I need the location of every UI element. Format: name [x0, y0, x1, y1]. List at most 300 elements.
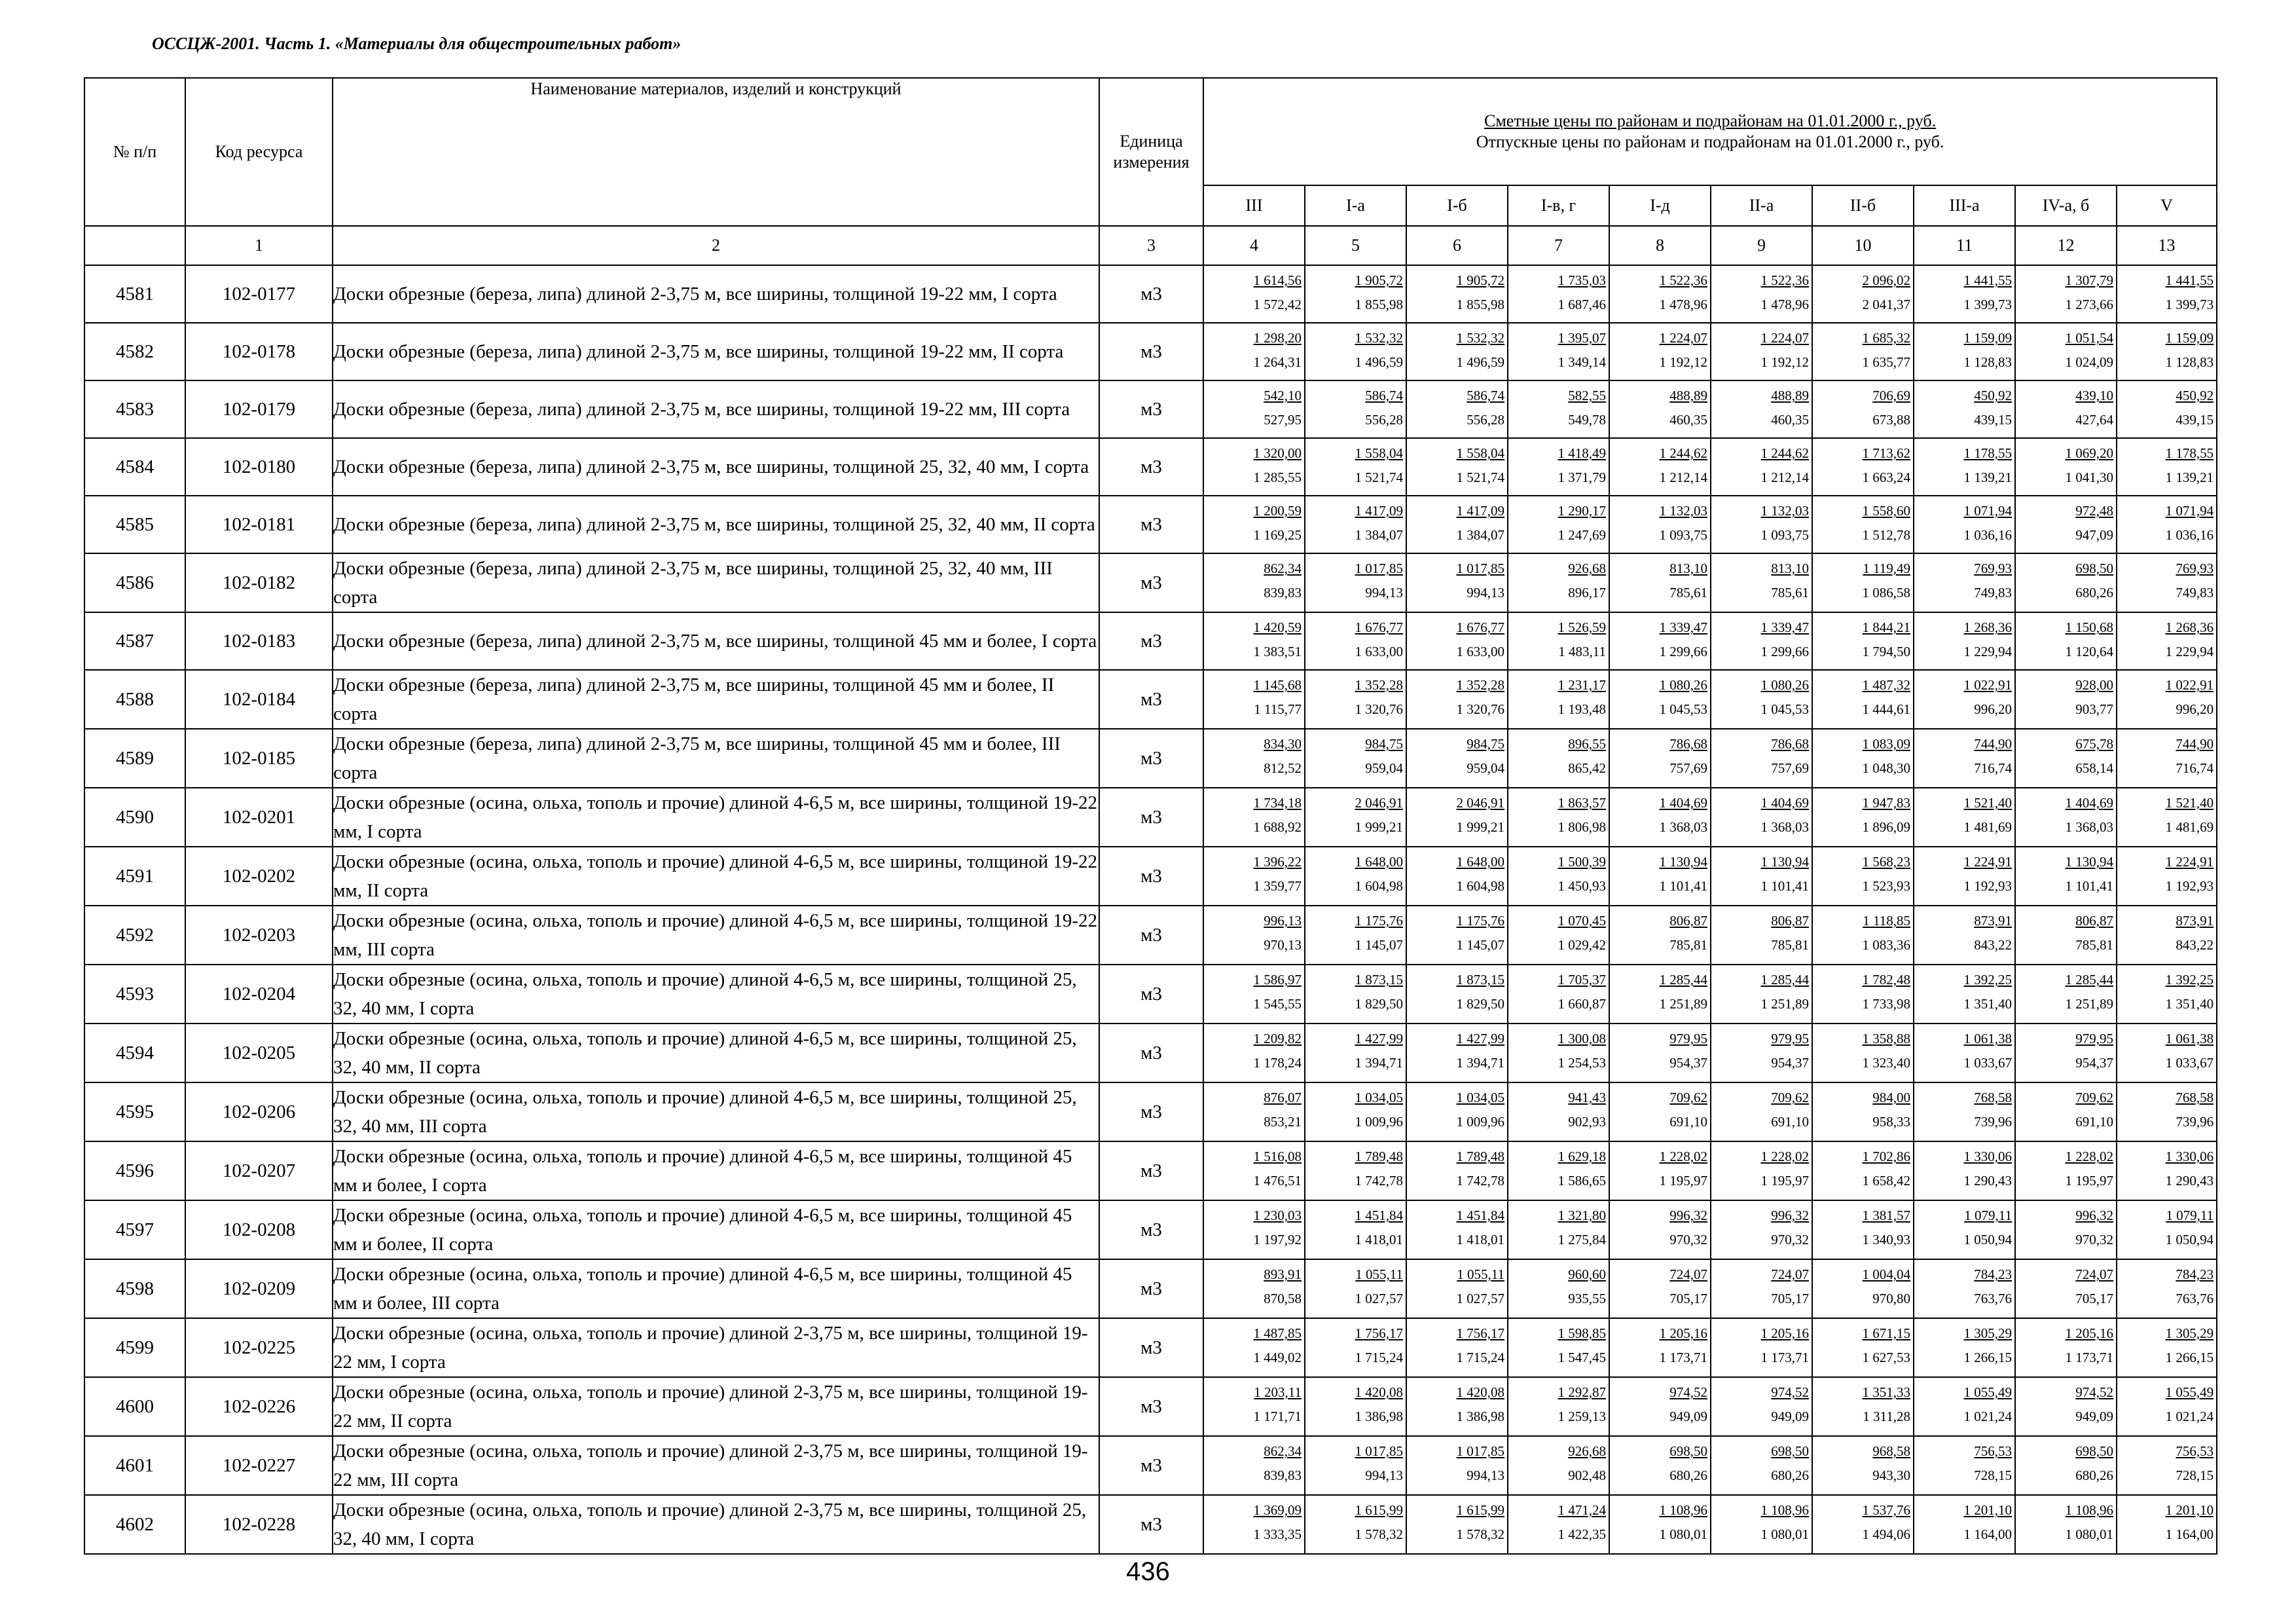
row-number: 4594 [84, 1024, 185, 1082]
price-cell [1305, 847, 1406, 906]
estimated-price: 1 290,17 [1558, 503, 1606, 519]
release-price: 1 101,41 [1659, 878, 1707, 894]
release-price: 1 449,02 [1253, 1350, 1302, 1365]
estimated-price: 1 756,17 [1355, 1325, 1403, 1341]
price-cell [1914, 612, 2015, 670]
price-cell [1203, 553, 1305, 612]
estimated-price: 1 230,03 [1253, 1208, 1302, 1223]
release-price: 870,58 [1264, 1291, 1302, 1306]
estimated-price: 968,58 [1872, 1443, 1910, 1459]
price-cell [1812, 438, 1914, 496]
unit: м3 [1099, 670, 1203, 729]
estimated-price: 756,53 [2176, 1443, 2214, 1459]
estimated-price: 1 615,99 [1456, 1502, 1504, 1518]
estimated-price: 1 320,00 [1253, 445, 1302, 461]
row-number: 4595 [84, 1082, 185, 1141]
release-price: 865,42 [1568, 760, 1606, 776]
price-cell [1812, 1436, 1914, 1495]
price-cell [1812, 612, 1914, 670]
estimated-price: 1 285,44 [1760, 972, 1809, 987]
price-cell [1508, 1377, 1609, 1436]
estimated-price: 1 200,59 [1253, 503, 1302, 519]
release-price: 785,81 [1771, 937, 1809, 953]
price-cell [1914, 380, 2015, 438]
price-cell [1203, 965, 1305, 1024]
price-cell [1305, 1082, 1406, 1141]
release-price: 947,09 [2075, 527, 2113, 543]
estimated-price: 675,78 [2075, 736, 2113, 752]
release-price: 1 285,55 [1253, 470, 1302, 485]
estimated-price: 1 055,11 [1457, 1266, 1504, 1282]
table-row [84, 553, 2217, 612]
release-price: 1 627,53 [1862, 1350, 1910, 1365]
release-price: 902,48 [1568, 1467, 1606, 1483]
release-price: 1 715,24 [1456, 1350, 1504, 1365]
estimated-price: 1 396,22 [1253, 854, 1302, 870]
estimated-price: 709,62 [1669, 1090, 1707, 1105]
estimated-price: 1 844,21 [1862, 619, 1910, 635]
price-cell [1812, 380, 1914, 438]
resource-code: 102-0206 [185, 1082, 333, 1141]
price-cell [2117, 1082, 2217, 1141]
price-cell [2117, 1436, 2217, 1495]
resource-code: 102-0185 [185, 729, 333, 788]
price-cell [1508, 553, 1609, 612]
price-cell [1508, 1259, 1609, 1318]
price-cell [2015, 1495, 2117, 1554]
price-cell [1203, 729, 1305, 788]
release-price: 954,37 [1771, 1055, 1809, 1071]
estimated-price: 1 614,56 [1253, 272, 1302, 288]
estimated-price: 1 159,09 [2165, 330, 2214, 346]
price-cell [2117, 1024, 2217, 1082]
release-price: 739,96 [2176, 1114, 2214, 1130]
release-price: 994,13 [1467, 1467, 1504, 1483]
estimated-price: 1 351,33 [1862, 1384, 1910, 1400]
release-price: 853,21 [1264, 1114, 1302, 1130]
release-price: 1 192,12 [1659, 354, 1707, 370]
price-cell [1914, 847, 2015, 906]
table-row [84, 612, 2217, 670]
table-row [84, 670, 2217, 729]
material-name: Доски обрезные (осина, ольха, тополь и прочие) длиной 4-6,5 м, все ширины, толщиной 19-22 мм, III сорта [333, 906, 1099, 965]
release-price: 757,69 [1771, 760, 1809, 776]
price-cell [1508, 1436, 1609, 1495]
release-price: 705,17 [1771, 1291, 1809, 1306]
release-price: 763,76 [1974, 1291, 2012, 1306]
release-price: 1 399,73 [2165, 297, 2214, 312]
price-cell [1711, 553, 1812, 612]
estimated-price: 1 420,08 [1456, 1384, 1504, 1400]
material-name: Доски обрезные (осина, ольха, тополь и прочие) длиной 4-6,5 м, все ширины, толщиной 19-22 мм, II сорта [333, 847, 1099, 906]
release-price: 1 523,93 [1862, 878, 1910, 894]
price-cell [1914, 670, 2015, 729]
estimated-price: 768,58 [2176, 1090, 2214, 1105]
release-price: 1 080,01 [1760, 1526, 1809, 1542]
estimated-price: 698,50 [2075, 1443, 2113, 1459]
estimated-price: 488,89 [1669, 388, 1707, 403]
price-cell [1406, 965, 1508, 1024]
estimated-price: 488,89 [1771, 388, 1809, 403]
release-price: 1 496,59 [1456, 354, 1504, 370]
table-row [84, 729, 2217, 788]
estimated-price: 1 205,16 [2065, 1325, 2113, 1341]
row-number: 4599 [84, 1318, 185, 1377]
header-num: № п/п [84, 78, 185, 226]
row-number: 4598 [84, 1259, 185, 1318]
column-number: 12 [2015, 226, 2117, 265]
estimated-price: 1 061,38 [1963, 1031, 2012, 1046]
price-cell [1914, 1200, 2015, 1259]
release-price: 1 633,00 [1355, 644, 1403, 659]
release-price: 954,37 [1669, 1055, 1707, 1071]
release-price: 1 178,24 [1253, 1055, 1302, 1071]
price-cell [2015, 553, 2117, 612]
release-price: 1 578,32 [1456, 1526, 1504, 1542]
header-region: I-д [1609, 185, 1711, 226]
estimated-price: 1 404,69 [1760, 795, 1809, 811]
price-cell [2117, 788, 2217, 847]
release-price: 1 050,94 [2165, 1232, 2214, 1247]
column-number: 2 [333, 226, 1099, 265]
estimated-price: 744,90 [1974, 736, 2012, 752]
price-cell [2117, 265, 2217, 323]
material-name: Доски обрезные (береза, липа) длиной 2-3,75 м, все ширины, толщиной 19-22 мм, III сорта [333, 380, 1099, 438]
release-price: 1 045,53 [1760, 701, 1809, 717]
estimated-price: 1 615,99 [1355, 1502, 1403, 1518]
row-number: 4592 [84, 906, 185, 965]
estimated-price: 862,34 [1264, 561, 1302, 576]
price-cell [1508, 788, 1609, 847]
estimated-price: 1 352,28 [1456, 677, 1504, 693]
price-cell [1203, 670, 1305, 729]
release-price: 785,61 [1669, 585, 1707, 600]
release-price: 1 521,74 [1456, 470, 1504, 485]
estimated-price: 586,74 [1365, 388, 1403, 403]
estimated-price: 2 046,91 [1456, 795, 1504, 811]
price-cell [1406, 265, 1508, 323]
price-cell [1711, 1082, 1812, 1141]
estimated-price: 450,92 [1974, 388, 2012, 403]
material-name: Доски обрезные (береза, липа) длиной 2-3,75 м, все ширины, толщиной 19-22 мм, II сорта [333, 323, 1099, 380]
estimated-price: 786,68 [1669, 736, 1707, 752]
release-price: 1 688,92 [1253, 819, 1302, 835]
release-price: 949,09 [1771, 1409, 1809, 1424]
row-number: 4590 [84, 788, 185, 847]
price-cell [2015, 438, 2117, 496]
estimated-price: 1 734,18 [1253, 795, 1302, 811]
price-cell [1914, 1259, 2015, 1318]
table-row [84, 496, 2217, 553]
price-cell [2015, 612, 2117, 670]
release-price: 680,26 [1771, 1467, 1809, 1483]
estimated-price: 1 300,08 [1558, 1031, 1606, 1046]
price-cell [1812, 1495, 1914, 1554]
price-cell [1203, 380, 1305, 438]
document-header: ОССЦЖ-2001. Часть 1. «Материалы для общестроительных работ» [152, 34, 682, 53]
price-table [84, 77, 2217, 1555]
estimated-price: 744,90 [2176, 736, 2214, 752]
price-cell [2117, 323, 2217, 380]
price-cell [1203, 323, 1305, 380]
release-price: 1 663,24 [1862, 470, 1910, 485]
price-cell [2117, 1377, 2217, 1436]
price-cell [1711, 847, 1812, 906]
price-cell [1812, 670, 1914, 729]
release-price: 1 572,42 [1253, 297, 1302, 312]
price-cell [1508, 323, 1609, 380]
material-name: Доски обрезные (береза, липа) длиной 2-3,75 м, все ширины, толщиной 25, 32, 40 мм, III сорта [333, 553, 1099, 612]
estimated-price: 1 061,38 [2165, 1031, 2214, 1046]
header-region: III [1203, 185, 1305, 226]
release-price: 1 349,14 [1558, 354, 1606, 370]
price-cell [1305, 323, 1406, 380]
price-cell [1508, 1318, 1609, 1377]
estimated-price: 979,95 [1669, 1031, 1707, 1046]
release-price: 1 806,98 [1558, 819, 1606, 835]
price-cell [1711, 438, 1812, 496]
estimated-price: 1 629,18 [1558, 1149, 1606, 1164]
release-price: 1 794,50 [1862, 644, 1910, 659]
release-price: 1 422,35 [1558, 1526, 1606, 1542]
price-cell [2117, 1200, 2217, 1259]
release-price: 1 368,03 [2065, 819, 2113, 835]
release-price: 1 999,21 [1355, 819, 1403, 835]
header-prices-estimated: Сметные цены по районам и подрайонам на 01.01.2000 г., руб. [1484, 111, 1937, 130]
estimated-price: 709,62 [1771, 1090, 1809, 1105]
estimated-price: 1 069,20 [2065, 445, 2113, 461]
price-cell [1711, 1141, 1812, 1200]
estimated-price: 1 526,59 [1558, 619, 1606, 635]
price-cell [1812, 788, 1914, 847]
price-cell [2117, 438, 2217, 496]
release-price: 1 259,13 [1558, 1409, 1606, 1424]
estimated-price: 709,62 [2075, 1090, 2113, 1105]
material-name: Доски обрезные (береза, липа) длиной 2-3,75 м, все ширины, толщиной 45 мм и более, II сорта [333, 670, 1099, 729]
column-number: 8 [1609, 226, 1711, 265]
release-price: 1 635,77 [1862, 354, 1910, 370]
release-price: 1 145,07 [1355, 937, 1403, 953]
resource-code: 102-0226 [185, 1377, 333, 1436]
price-cell [1609, 1024, 1711, 1082]
release-price: 1 254,53 [1558, 1055, 1606, 1071]
price-cell [1914, 729, 2015, 788]
release-price: 1 660,87 [1558, 996, 1606, 1012]
estimated-price: 1 516,08 [1253, 1149, 1302, 1164]
unit: м3 [1099, 1024, 1203, 1082]
release-price: 1 999,21 [1456, 819, 1504, 835]
estimated-price: 1 586,97 [1253, 972, 1302, 987]
estimated-price: 1 735,03 [1558, 272, 1606, 288]
release-price: 1 658,42 [1862, 1173, 1910, 1189]
release-price: 1 394,71 [1355, 1055, 1403, 1071]
price-cell [1203, 1024, 1305, 1082]
unit: м3 [1099, 553, 1203, 612]
price-cell [1406, 1200, 1508, 1259]
price-cell [2117, 553, 2217, 612]
column-number: 4 [1203, 226, 1305, 265]
estimated-price: 1 392,25 [1963, 972, 2012, 987]
material-name: Доски обрезные (осина, ольха, тополь и прочие) длиной 2-3,75 м, все ширины, толщиной 19-22 мм, II сорта [333, 1377, 1099, 1436]
estimated-price: 1 417,09 [1456, 503, 1504, 519]
estimated-price: 1 330,06 [2165, 1149, 2214, 1164]
release-price: 1 083,36 [1862, 937, 1910, 953]
price-cell [1305, 670, 1406, 729]
release-price: 728,15 [1974, 1467, 2012, 1483]
material-name: Доски обрезные (осина, ольха, тополь и прочие) длиной 2-3,75 м, все ширины, толщиной 19-22 мм, III сорта [333, 1436, 1099, 1495]
row-number: 4585 [84, 496, 185, 553]
estimated-price: 769,93 [1974, 561, 2012, 576]
price-cell [1203, 1141, 1305, 1200]
material-name: Доски обрезные (осина, ольха, тополь и прочие) длиной 4-6,5 м, все ширины, толщиной 25, 32, 40 мм, II сорта [333, 1024, 1099, 1082]
price-cell [1914, 788, 2015, 847]
price-cell [1609, 323, 1711, 380]
release-price: 1 371,79 [1558, 470, 1606, 485]
price-cell [1203, 1318, 1305, 1377]
release-price: 1 386,98 [1456, 1409, 1504, 1424]
price-cell [1203, 1082, 1305, 1141]
release-price: 1 496,59 [1355, 354, 1403, 370]
estimated-price: 1 118,85 [1863, 913, 1910, 929]
estimated-price: 1 079,11 [2166, 1208, 2214, 1223]
release-price: 1 021,24 [1963, 1409, 2012, 1424]
release-price: 757,69 [1669, 760, 1707, 776]
release-price: 1 192,12 [1760, 354, 1809, 370]
price-cell [1914, 1024, 2015, 1082]
estimated-price: 1 521,40 [1963, 795, 2012, 811]
estimated-price: 768,58 [1974, 1090, 2012, 1105]
material-name: Доски обрезные (береза, липа) длиной 2-3,75 м, все ширины, толщиной 45 мм и более, III сорта [333, 729, 1099, 788]
release-price: 1 033,67 [1963, 1055, 2012, 1071]
release-price: 1 027,57 [1355, 1291, 1403, 1306]
price-cell [1406, 1259, 1508, 1318]
release-price: 1 212,14 [1659, 470, 1707, 485]
release-price: 1 041,30 [2065, 470, 2113, 485]
release-price: 1 009,96 [1355, 1114, 1403, 1130]
column-number: 9 [1711, 226, 1812, 265]
release-price: 1 145,07 [1456, 937, 1504, 953]
release-price: 1 351,40 [1963, 996, 2012, 1012]
estimated-price: 1 285,44 [2065, 972, 2113, 987]
release-price: 896,17 [1568, 585, 1606, 600]
resource-code: 102-0181 [185, 496, 333, 553]
estimated-price: 1 451,84 [1355, 1208, 1403, 1223]
header-region: IV-а, б [2015, 185, 2117, 226]
release-price: 958,33 [1872, 1114, 1910, 1130]
release-price: 935,55 [1568, 1291, 1606, 1306]
price-cell [1406, 906, 1508, 965]
price-cell [1406, 847, 1508, 906]
material-name: Доски обрезные (осина, ольха, тополь и прочие) длиной 4-6,5 м, все ширины, толщиной 25, 32, 40 мм, I сорта [333, 965, 1099, 1024]
estimated-price: 926,68 [1568, 561, 1606, 576]
release-price: 549,78 [1568, 412, 1606, 428]
price-cell [1812, 847, 1914, 906]
release-price: 1 036,16 [2165, 527, 2214, 543]
estimated-price: 876,07 [1264, 1090, 1302, 1105]
release-price: 1 418,01 [1355, 1232, 1403, 1247]
release-price: 1 290,43 [1963, 1173, 2012, 1189]
release-price: 1 340,93 [1862, 1232, 1910, 1247]
estimated-price: 582,55 [1568, 388, 1606, 403]
price-cell [1609, 1141, 1711, 1200]
estimated-price: 1 321,80 [1558, 1208, 1606, 1223]
resource-code: 102-0209 [185, 1259, 333, 1318]
unit: м3 [1099, 1495, 1203, 1554]
estimated-price: 1 080,26 [1659, 677, 1707, 693]
price-cell [2015, 965, 2117, 1024]
price-cell [1812, 1259, 1914, 1318]
table-row [84, 1024, 2217, 1082]
estimated-price: 1 339,47 [1659, 619, 1707, 635]
estimated-price: 984,75 [1365, 736, 1403, 752]
table-row [84, 265, 2217, 323]
price-cell [1711, 1436, 1812, 1495]
price-cell [1711, 323, 1812, 380]
estimated-price: 1 292,87 [1558, 1384, 1606, 1400]
estimated-price: 2 096,02 [1862, 272, 1910, 288]
estimated-price: 1 395,07 [1558, 330, 1606, 346]
estimated-price: 979,95 [2075, 1031, 2113, 1046]
estimated-price: 1 441,55 [1963, 272, 2012, 288]
resource-code: 102-0208 [185, 1200, 333, 1259]
estimated-price: 1 083,09 [1862, 736, 1910, 752]
price-cell [2015, 670, 2117, 729]
estimated-price: 1 369,09 [1253, 1502, 1302, 1518]
unit: м3 [1099, 965, 1203, 1024]
release-price: 1 476,51 [1253, 1173, 1302, 1189]
price-cell [1914, 965, 2015, 1024]
release-price: 1 275,84 [1558, 1232, 1606, 1247]
release-price: 1 128,83 [2165, 354, 2214, 370]
estimated-price: 1 132,03 [1659, 503, 1707, 519]
release-price: 843,22 [2176, 937, 2214, 953]
price-cell [1609, 1495, 1711, 1554]
price-cell [1609, 380, 1711, 438]
estimated-price: 1 132,03 [1760, 503, 1809, 519]
estimated-price: 1 404,69 [1659, 795, 1707, 811]
estimated-price: 926,68 [1568, 1443, 1606, 1459]
estimated-price: 1 420,59 [1253, 619, 1302, 635]
release-price: 1 264,31 [1253, 354, 1302, 370]
estimated-price: 1 209,82 [1253, 1031, 1302, 1046]
material-name: Доски обрезные (береза, липа) длиной 2-3,75 м, все ширины, толщиной 25, 32, 40 мм, II сорта [333, 496, 1099, 553]
price-cell [1305, 1259, 1406, 1318]
estimated-price: 1 685,32 [1862, 330, 1910, 346]
release-price: 705,17 [2075, 1291, 2113, 1306]
release-price: 959,04 [1365, 760, 1403, 776]
release-price: 1 128,83 [1963, 354, 2012, 370]
estimated-price: 724,07 [1771, 1266, 1809, 1282]
header-unit: Единица измерения [1099, 78, 1203, 226]
estimated-price: 698,50 [1771, 1443, 1809, 1459]
release-price: 1 368,03 [1760, 819, 1809, 835]
release-price: 556,28 [1365, 412, 1403, 428]
price-cell [1508, 1024, 1609, 1082]
estimated-price: 896,55 [1568, 736, 1606, 752]
material-name: Доски обрезные (береза, липа) длиной 2-3,75 м, все ширины, толщиной 19-22 мм, I сорта [333, 265, 1099, 323]
release-price: 1 742,78 [1456, 1173, 1504, 1189]
estimated-price: 1 427,99 [1355, 1031, 1403, 1046]
release-price: 1 384,07 [1355, 527, 1403, 543]
table-row [84, 438, 2217, 496]
material-name: Доски обрезные (осина, ольха, тополь и прочие) длиной 2-3,75 м, все ширины, толщиной 25, 32, 40 мм, I сорта [333, 1495, 1099, 1554]
release-price: 1 169,25 [1253, 527, 1302, 543]
release-price: 1 383,51 [1253, 644, 1302, 659]
estimated-price: 1 905,72 [1355, 272, 1403, 288]
estimated-price: 1 285,44 [1659, 972, 1707, 987]
estimated-price: 873,91 [1974, 913, 2012, 929]
release-price: 1 139,21 [2165, 470, 2214, 485]
